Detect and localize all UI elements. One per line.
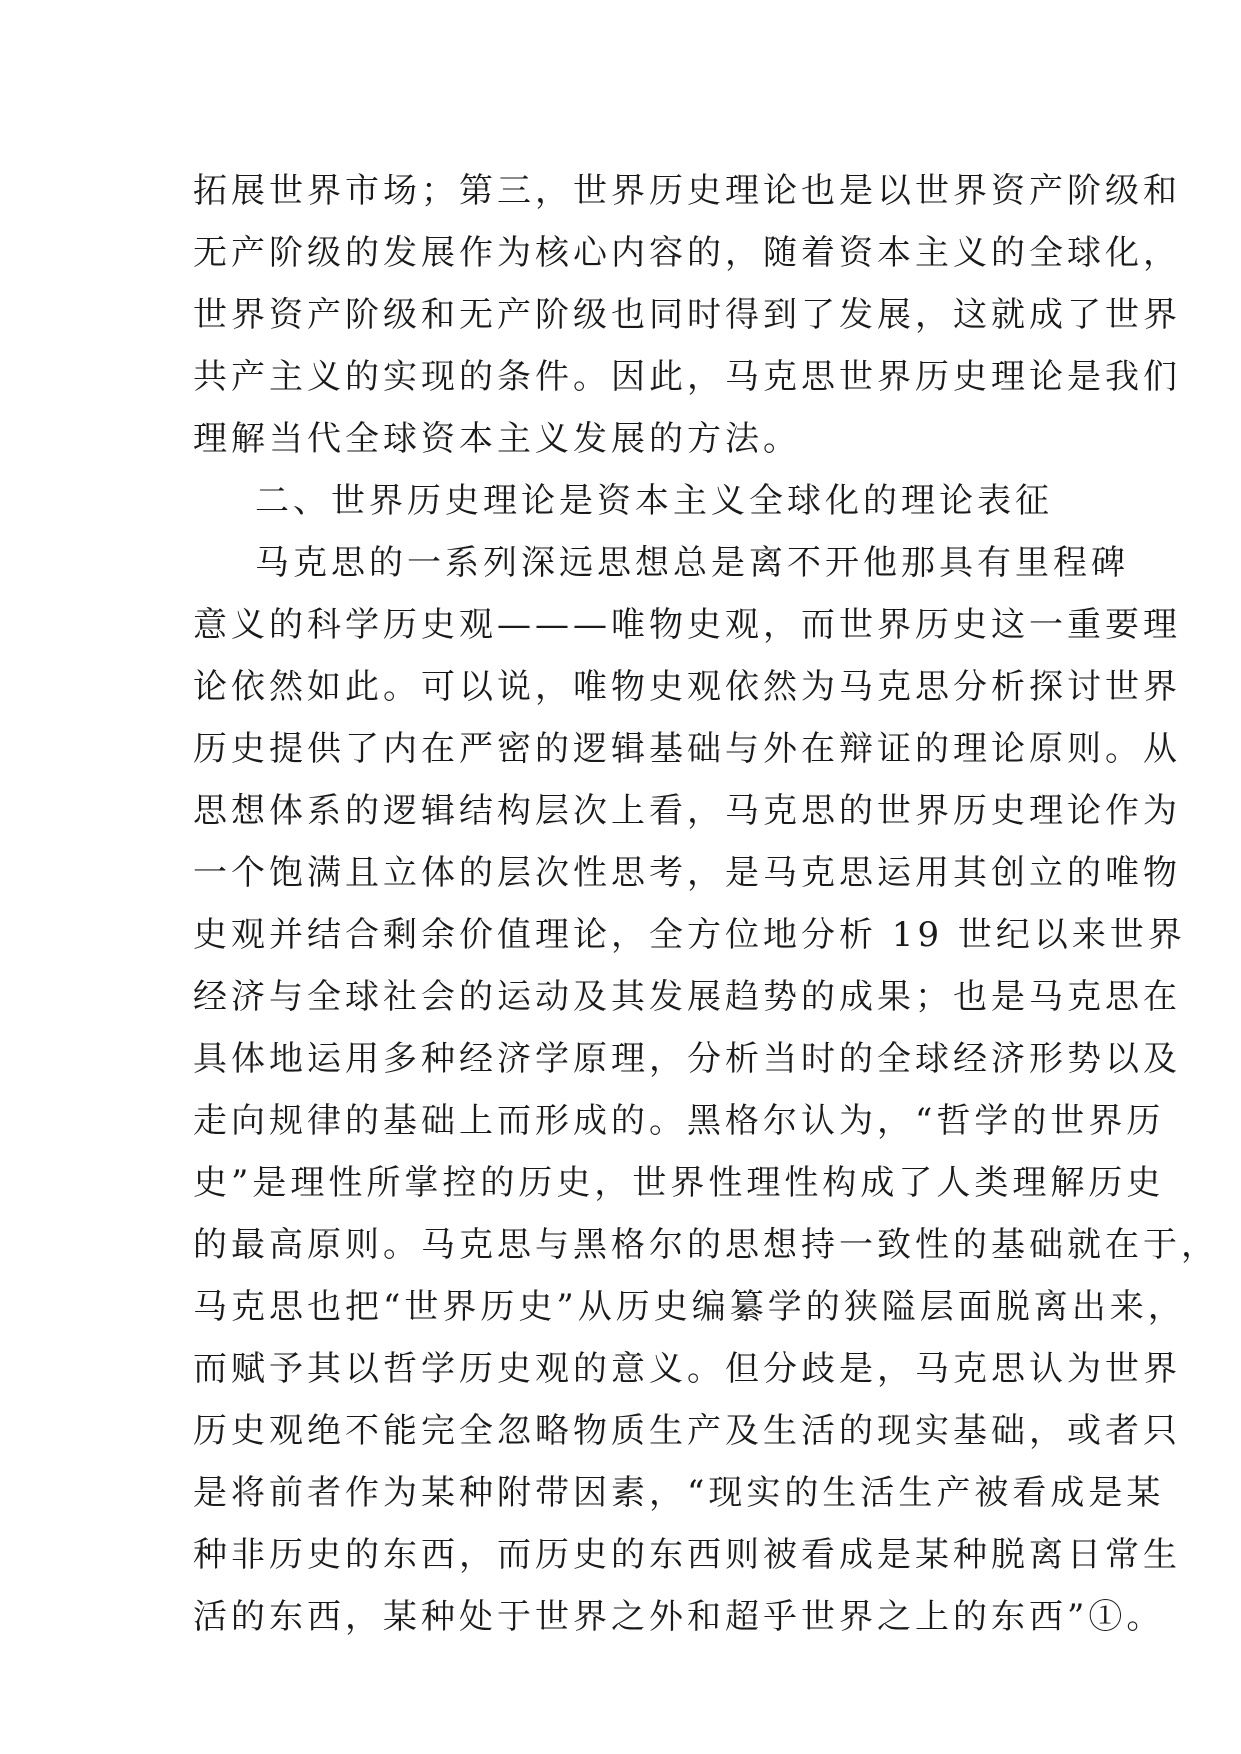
text-line: 历史观绝不能完全忽略物质生产及生活的现实基础，或者只 xyxy=(193,1411,1181,1451)
text-line: 世界资产阶级和无产阶级也同时得到了发展，这就成了世界 xyxy=(193,295,1181,335)
text-line: 活的东西，某种处于世界之外和超乎世界之上的东西”①。 xyxy=(193,1597,1165,1637)
text-line: 的最高原则。马克思与黑格尔的思想持一致性的基础就在于， xyxy=(193,1225,1219,1265)
text-line: 经济与全球社会的运动及其发展趋势的成果；也是马克思在 xyxy=(193,977,1181,1017)
section-heading: 二、世界历史理论是资本主义全球化的理论表征 xyxy=(255,481,1053,521)
text-line: 史”是理性所掌控的历史，世界性理性构成了人类理解历史 xyxy=(193,1163,1165,1203)
text-line: 历史提供了内在严密的逻辑基础与外在辩证的理论原则。从 xyxy=(193,729,1181,769)
text-line: 是将前者作为某种附带因素，“现实的生活生产被看成是某 xyxy=(193,1473,1165,1513)
text-line: 马克思的一系列深远思想总是离不开他那具有里程碑 xyxy=(255,543,1129,583)
text-line: 而赋予其以哲学历史观的意义。但分歧是，马克思认为世界 xyxy=(193,1349,1181,1389)
text-line: 具体地运用多种经济学原理，分析当时的全球经济形势以及 xyxy=(193,1039,1181,1079)
text-line: 无产阶级的发展作为核心内容的，随着资本主义的全球化， xyxy=(193,233,1181,273)
text-line: 理解当代全球资本主义发展的方法。 xyxy=(193,419,801,459)
text-line: 共产主义的实现的条件。因此，马克思世界历史理论是我们 xyxy=(193,357,1181,397)
text-line: 拓展世界市场；第三，世界历史理论也是以世界资产阶级和 xyxy=(193,171,1181,211)
text-line: 思想体系的逻辑结构层次上看，马克思的世界历史理论作为 xyxy=(193,791,1181,831)
text-line: 意义的科学历史观———唯物史观，而世界历史这一重要理 xyxy=(193,605,1181,645)
text-line: 论依然如此。可以说，唯物史观依然为马克思分析探讨世界 xyxy=(193,667,1181,707)
text-line: 种非历史的东西，而历史的东西则被看成是某种脱离日常生 xyxy=(193,1535,1181,1575)
text-line: 走向规律的基础上而形成的。黑格尔认为，“哲学的世界历 xyxy=(193,1101,1165,1141)
text-line: 一个饱满且立体的层次性思考，是马克思运用其创立的唯物 xyxy=(193,853,1181,893)
body-text xyxy=(193,160,1219,1648)
text-line: 史观并结合剩余价值理论，全方位地分析 19 世纪以来世界 xyxy=(193,915,1186,955)
text-line: 马克思也把“世界历史”从历史编纂学的狭隘层面脱离出来， xyxy=(193,1287,1186,1327)
